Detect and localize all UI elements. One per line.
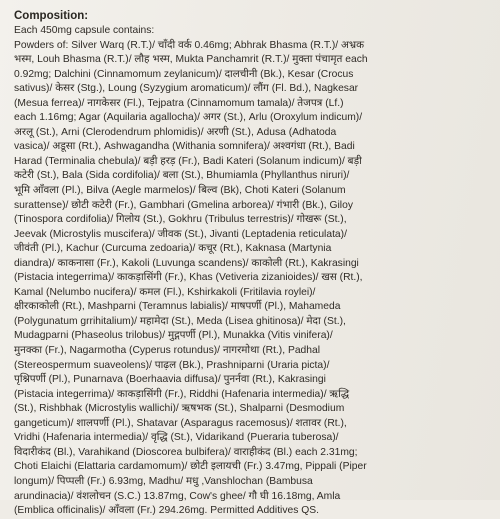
composition-line: (Tinospora cordifolia)/ गिलोय (St.), Gokhru (Tribulus terrestris)/ गोखरू (St.), <box>14 214 347 226</box>
composition-line: Each 450mg capsule contains: <box>14 25 155 36</box>
composition-line: भस्म, Louh Bhasma (R.T.)/ लौह भस्म, Mukta Panchamrit (R.T.)/ मुक्ता पंचामृत each <box>14 54 368 66</box>
composition-line: (Stereospermum suaveolens)/ पाढ़ल (Bk.), Prashniparni (Uraria picta)/ <box>14 359 330 371</box>
composition-line: 0.92mg; Dalchini (Cinnamomum zeylanicum)/ दालचीनी (Bk.), Kesar (Crocus <box>14 68 354 80</box>
composition-line: Vridhi (Hafenaria intermedia)/ वृद्धि (St.), Vidarikand (Pueraria tuberosa)/ <box>14 432 339 444</box>
composition-line: Choti Elaichi (Elattaria cardamomum)/ छोटी इलायची (Fr.) 3.47mg, Pippali (Piper <box>14 461 367 473</box>
composition-line: surattense)/ छोटी कटेरी (Fr.), Gambhari (Gmelina arborea)/ गंभारी (Bk.), Giloy <box>14 199 353 211</box>
composition-heading: Composition: <box>14 10 89 22</box>
composition-line: भूमि आँवला (Pl.), Bilva (Aegle marmelos)/ बिल्व (Bk), Choti Kateri (Solanum <box>14 185 346 197</box>
composition-line: Kamal (Nelumbo nucifera)/ कमल (Fl.), Kshirkakoli (Fritilavia roylei)/ <box>14 286 316 298</box>
composition-line: longum)/ पिप्पली (Fr.) 6.93mg, Madhu/ मधु ,Vanshlochan (Bambusa <box>14 475 313 487</box>
composition-line: पृश्निपर्णी (Pl.), Punarnava (Boerhaavia diffusa)/ पुनर्नवा (Rt.), Kakrasingi <box>14 374 326 386</box>
composition-line: each 1.16mg; Agar (Aquilaria agallocha)/ अगर (St.), Arlu (Oroxylum indicum)/ <box>14 112 363 124</box>
composition-line: (Pistacia integerrima)/ काकड़ासिंगी (Fr.), Khas (Vetiveria zizanioides)/ खस (Rt.), <box>14 272 363 284</box>
composition-line: gangeticum)/ शालपर्णी (Pl.), Shatavar (Asparagus racemosus)/ शतावर (Rt.), <box>14 417 347 429</box>
composition-line: Powders of: Silver Warq (R.T.)/ चाँदी वर्क 0.46mg; Abhrak Bhasma (R.T.)/ अभ्रक <box>14 39 365 51</box>
composition-line: जीवंती (Pl.), Kachur (Curcuma zedoaria)/ कचूर (Rt.), Kaknasa (Martynia <box>14 243 332 255</box>
composition-line: क्षीरकाकोली (Rt.), Mashparni (Teramnus labialis)/ माषपर्णी (Pl.), Mahameda <box>14 301 341 313</box>
composition-line: (Mesua ferrea)/ नागकेसर (Fl.), Tejpatra (Cinnamomum tamala)/ तेजपत्र (Lf.) <box>14 97 344 109</box>
composition-line: sativus)/ केसर (Stg.), Loung (Syzygium aromaticum)/ लौंग (Fl. Bd.), Nagkesar <box>14 83 359 95</box>
composition-line: Harad (Terminalia chebula)/ बड़ी हरड़ (Fr.), Badi Kateri (Solanum indicum)/ बड़ी <box>14 155 362 167</box>
composition-line: कटेरी (St.), Bala (Sida cordifolia)/ बला (St.), Bhumiamla (Phyllanthus niruri)/ <box>14 170 350 182</box>
composition-line: मुनक्का (Fr.), Nagarmotha (Cyperus rotundus)/ नागरमोथा (Rt.), Padhal <box>14 345 321 357</box>
composition-line: Jeevak (Microstylis muscifera)/ जीवक (St.), Jivanti (Leptadenia reticulata)/ <box>14 228 347 240</box>
composition-line: arundinacia)/ वंशलोचन (S.C.) 13.87mg, Cow's ghee/ गौ घी 16.18mg, Amla <box>14 490 341 502</box>
composition-line: अरलू (St.), Arni (Clerodendrum phlomidis)/ अरणी (St.), Adusa (Adhatoda <box>14 126 337 138</box>
composition-line: (Emblica officinalis)/ आँवला (Fr.) 294.26mg. Permitted Additives QS. <box>14 505 319 517</box>
composition-line: vasica)/ अडूसा (Rt.), Ashwagandha (Withania somnifera)/ अश्वगंधा (Rt.), Badi <box>14 141 355 153</box>
composition-line: (Polygunatum grrihitalium)/ महामेदा (St.), Meda (Lisea ghitinosa)/ मेदा (St.), <box>14 315 346 327</box>
composition-line: diandra)/ काकनासा (Fr.), Kakoli (Luvunga scandens)/ काकोली (Rt.), Kakrasingi <box>14 257 359 269</box>
composition-line: (St.), Rishbhak (Microstylis wallichi)/ ऋषभक (St.), Shalparni (Desmodium <box>14 403 345 415</box>
composition-line: Mudagparni (Phaseolus trilobus)/ मुद्गपर्णी (Pl.), Munakka (Vitis vinifera)/ <box>14 330 333 342</box>
composition-line: विदारीकंद (Bl.), Varahikand (Dioscorea bulbifera)/ वाराहीकंद (Bl.) each 2.31mg; <box>14 446 358 458</box>
composition-line: (Pistacia integerrima)/ काकड़ासिंगी (Fr.), Riddhi (Hafenaria intermedia)/ ऋद्धि <box>14 388 350 400</box>
composition-text <box>14 24 488 519</box>
